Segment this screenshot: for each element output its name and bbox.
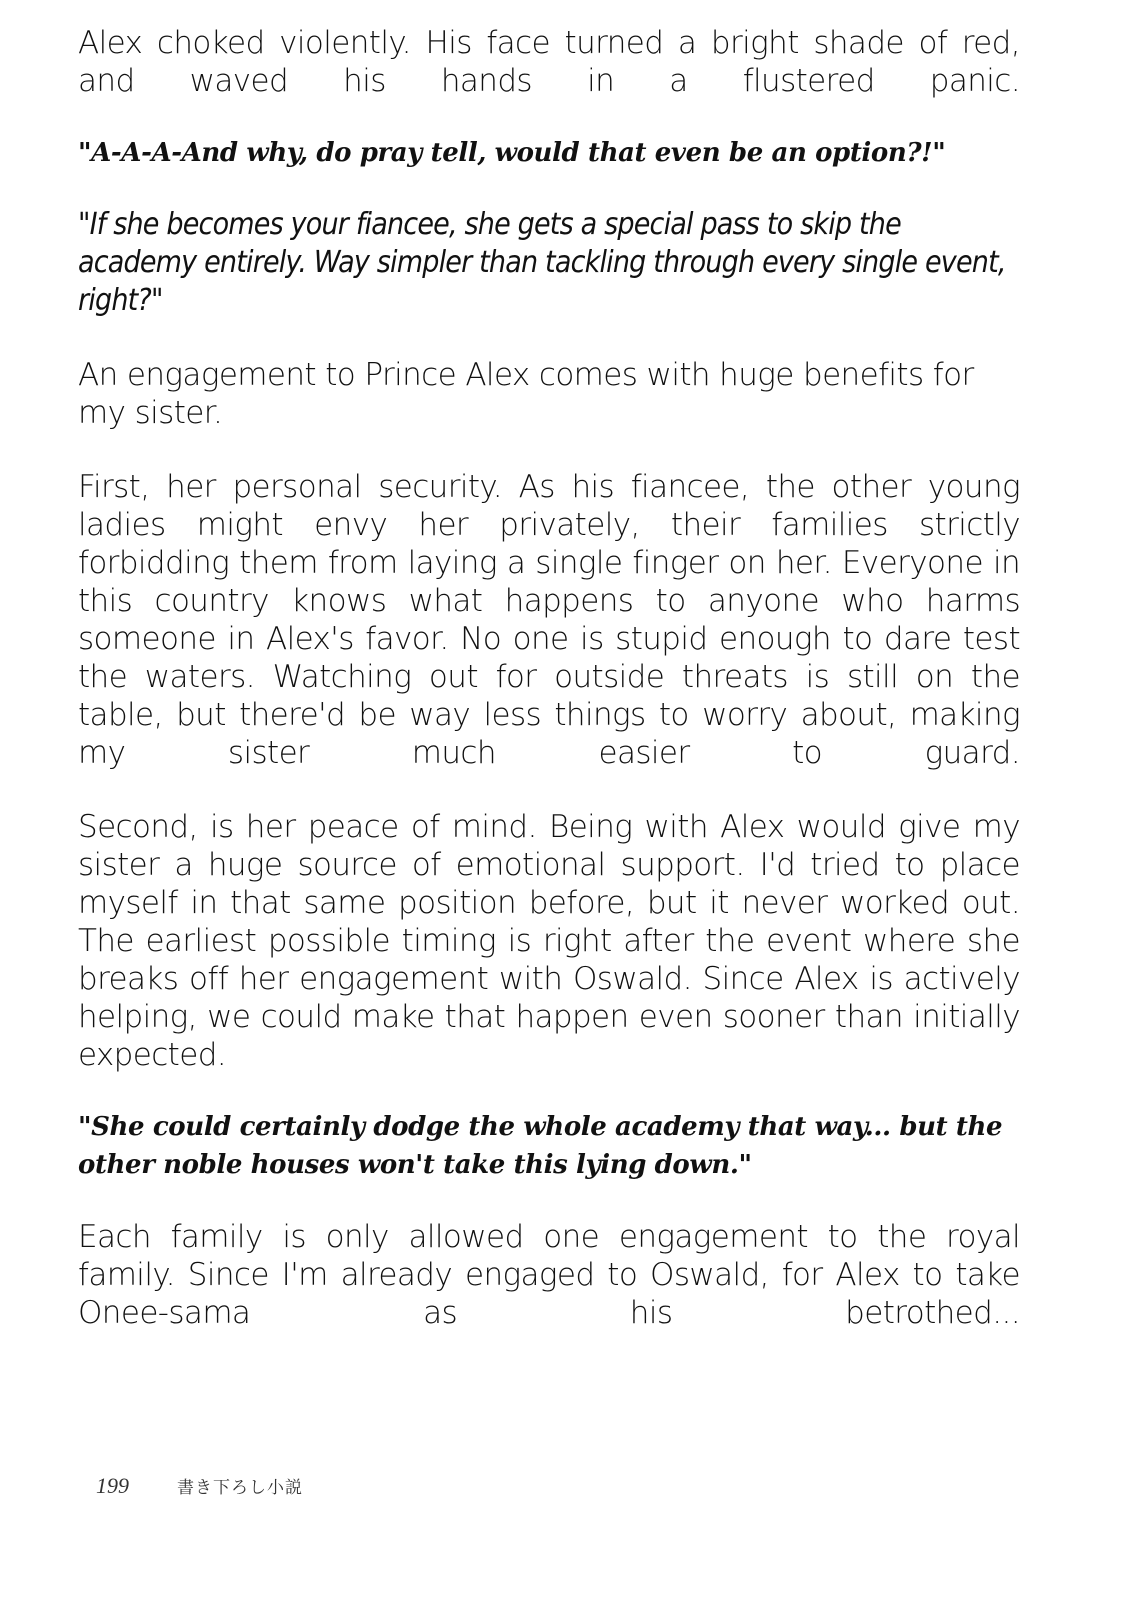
page-number: 199 — [96, 1473, 129, 1498]
dialogue-italic-1: "If she becomes your fiancee, she gets a special pass to skip the academy entirely. Way simpler than tackling through every single event, right?" — [78, 207, 1006, 318]
dialogue-alex-2: "She could certainly dodge the whole academy that way... but the other noble houses won't take this lying down." — [78, 1112, 1003, 1180]
paragraph-narration-1: Alex choked violently. His face turned a bright shade of red, and waved his hands in a flustered panic. — [78, 25, 1020, 99]
page-footer — [96, 1473, 303, 1499]
paragraph-narration-3: First, her personal security. As his fiancee, the other young ladies might envy her privately, their families strictly forbidding them from laying a single finger on her. Everyone in this country knows what happens to anyone who harms someone in Alex's favor. No one is stupid enough to dare test the waters. Watching out for outside threats is still on the table, but there'd be way less things to worry about, making my sister much easier to guard. — [78, 469, 1020, 771]
paragraph-narration-2: An engagement to Prince Alex comes with huge benefits for my sister. — [78, 357, 974, 431]
paragraph-narration-5: Each family is only allowed one engagement to the royal family. Since I'm already engaged to Oswald, for Alex to take Onee-sama as his betrothed... — [78, 1219, 1020, 1331]
dialogue-alex-1: "A-A-A-And why, do pray tell, would that even be an option?!" — [78, 138, 946, 168]
paragraph-gap — [78, 172, 1020, 206]
paragraph-gap — [78, 1184, 1020, 1218]
section-label: 書き下ろし小説 — [177, 1478, 303, 1498]
paragraph-gap — [78, 320, 1020, 356]
paragraph-gap — [78, 772, 1020, 808]
paragraph-gap — [78, 1074, 1020, 1108]
paragraph-narration-4: Second, is her peace of mind. Being with Alex would give my sister a huge source of emotional support. I'd tried to place myself in that same position before, but it never worked out. The earliest possible timing is right after the event where she breaks off her engagement with Oswald. Since Alex is actively helping, we could make that happen even sooner than initially expected. — [78, 809, 1020, 1073]
paragraph-gap — [78, 100, 1020, 134]
paragraph-gap — [78, 432, 1020, 468]
novel-page — [78, 24, 1020, 1332]
